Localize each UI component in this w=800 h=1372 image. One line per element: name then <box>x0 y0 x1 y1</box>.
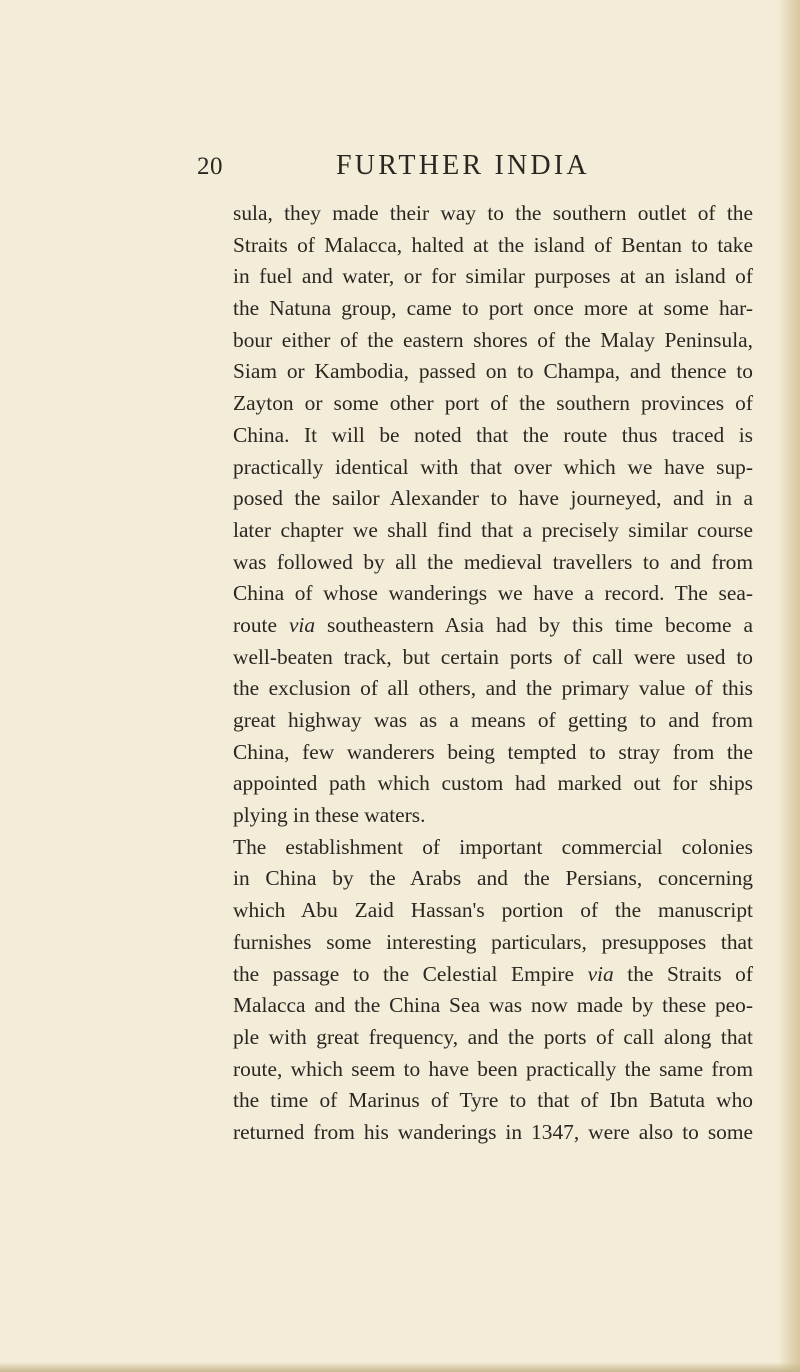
text-fragment: the passage to the Celestial Empire <box>233 961 588 986</box>
text-line: appointed path which custom had marked out for ships <box>233 771 753 796</box>
text-line: China of whose wanderings we have a record. The sea- <box>233 581 753 606</box>
page-header <box>197 150 717 190</box>
page-bottom-edge <box>0 1362 800 1372</box>
text-fragment: southeastern Asia had by this time become a <box>315 612 754 637</box>
running-title: FURTHER INDIA <box>336 150 590 181</box>
text-line: Zayton or some other port of the southern provinces of <box>233 391 753 416</box>
text-line: was followed by all the medieval travellers to and from <box>233 549 753 574</box>
text-line: China, few wanderers being tempted to stray from the <box>233 739 753 764</box>
text-line: posed the sailor Alexander to have journeyed, and in a <box>233 486 753 511</box>
text-fragment: route <box>233 612 289 637</box>
text-line: returned from his wanderings in 1347, were also to some <box>233 1119 753 1144</box>
text-line: which Abu Zaid Hassan's portion of the manuscript <box>233 898 753 923</box>
text-line: great highway was as a means of getting to and from <box>233 708 753 732</box>
text-line: the Natuna group, came to port once more at some har- <box>233 296 753 321</box>
body-text <box>233 198 753 1149</box>
text-line: the exclusion of all others, and the primary value of this <box>233 676 753 701</box>
text-line: in fuel and water, or for similar purposes at an island of <box>233 264 753 289</box>
italic-word: via <box>288 612 316 637</box>
text-line: ple with great frequency, and the ports of call along that <box>233 1024 753 1049</box>
text-line <box>233 959 753 991</box>
text-line: route, which seem to have been practically the same from <box>233 1056 753 1081</box>
text-line <box>233 610 753 642</box>
text-line: practically identical with that over which we have sup- <box>233 454 753 479</box>
text-line: Siam or Kambodia, passed on to Champa, and thence to <box>233 359 753 384</box>
page-edge-shadow <box>778 0 800 1372</box>
text-line: bour either of the eastern shores of the Malay Peninsula, <box>233 327 753 352</box>
text-line: China. It will be noted that the route thus traced is <box>233 422 753 447</box>
text-line: well-beaten track, but certain ports of call were used to <box>233 644 753 669</box>
text-line: plying in these waters. <box>233 803 426 828</box>
text-line: Straits of Malacca, halted at the island of Bentan to take <box>233 232 753 257</box>
text-line: furnishes some interesting particulars, presupposes that <box>233 929 753 954</box>
text-line: in China by the Arabs and the Persians, concerning <box>233 866 753 891</box>
text-fragment: the Straits of <box>613 961 753 986</box>
text-line: Malacca and the China Sea was now made by these peo- <box>233 993 753 1018</box>
text-line: later chapter we shall find that a precisely similar course <box>233 517 753 542</box>
italic-word: via <box>587 961 614 986</box>
text-line-paragraph-start: The establishment of important commercial colonies <box>233 834 753 859</box>
text-line: the time of Marinus of Tyre to that of Ibn Batuta who <box>233 1088 753 1113</box>
text-line: sula, they made their way to the southern outlet of the <box>233 201 753 225</box>
page-number: 20 <box>197 153 223 180</box>
